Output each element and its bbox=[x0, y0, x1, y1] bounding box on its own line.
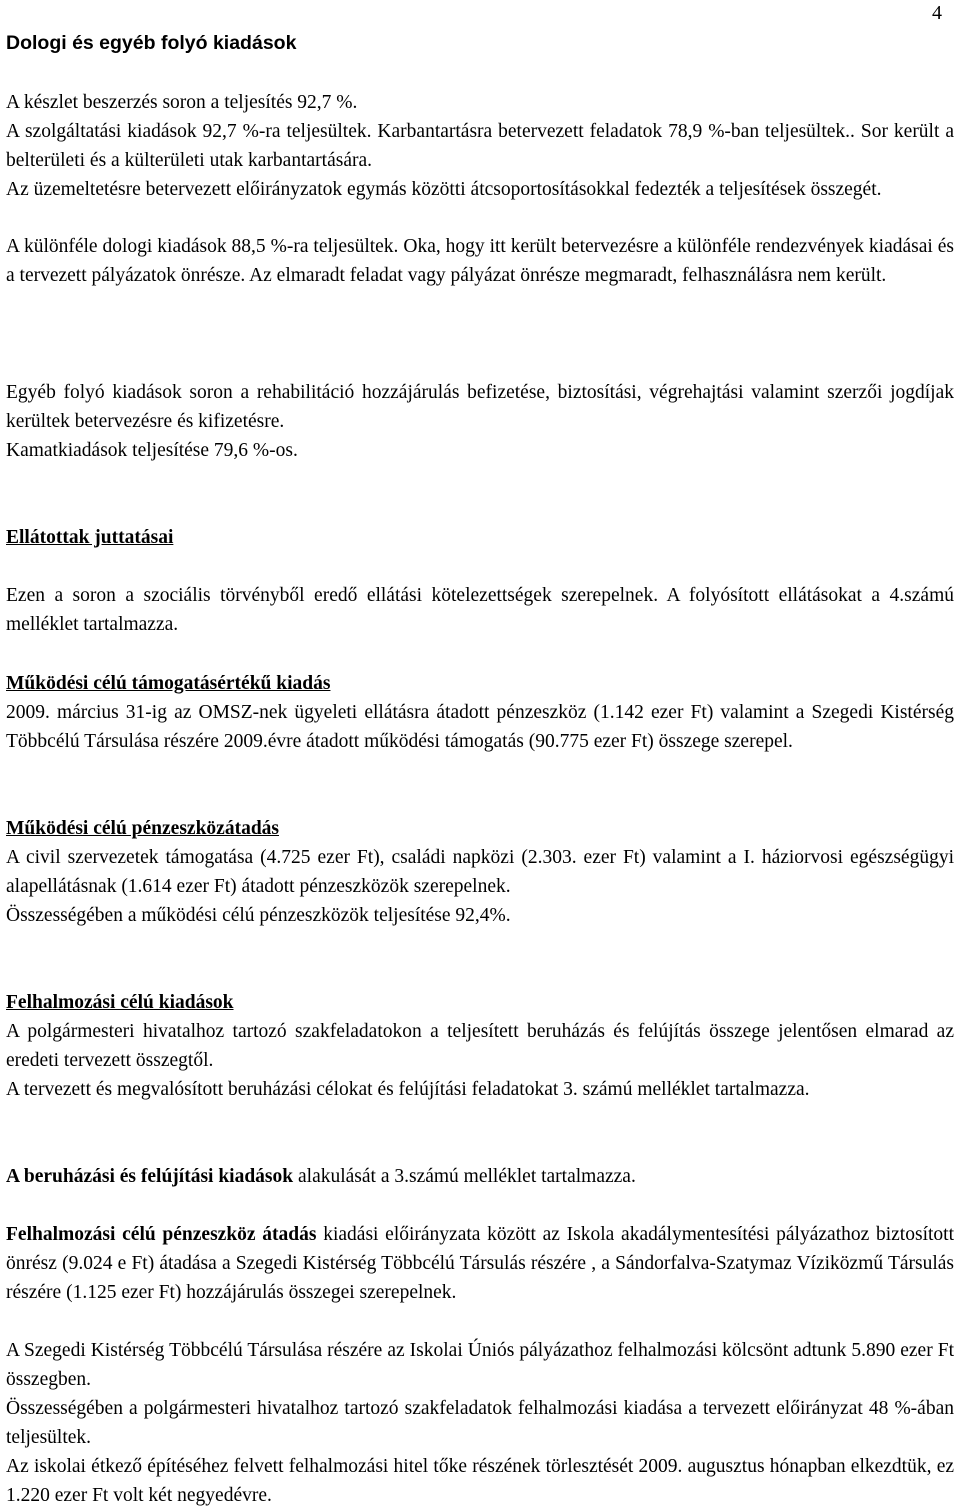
heading-felhalmozasi: Felhalmozási célú kiadások bbox=[6, 992, 234, 1013]
paragraph: Egyéb folyó kiadások soron a rehabilitáció hozzájárulás befizetése, biztosítási, végrehajtási valamint szerzői jogdíjak kerültek betervezésre és kifizetésre. bbox=[6, 382, 954, 432]
paragraph: Kamatkiadások teljesítése 79,6 %-os. bbox=[6, 440, 298, 461]
paragraph bbox=[6, 1162, 954, 1191]
paragraph: A különféle dologi kiadások 88,5 %-ra teljesültek. Oka, hogy itt került betervezésre a különféle rendezvények kiadásai és a tervezett pályázatok önrésze. Az elmaradt feladat vagy pályázat önrésze megmaradt, felhasználásra nem került. bbox=[6, 236, 954, 286]
heading-ellatottak: Ellátottak juttatásai bbox=[6, 527, 174, 548]
paragraph: Az üzemeltetésre betervezett előirányzatok egymás közötti átcsoportosításokkal fedezték a teljesítések összegét. bbox=[6, 179, 882, 200]
paragraph: Összességében a működési célú pénzeszközök teljesítése 92,4%. bbox=[6, 905, 511, 926]
paragraph: Az iskolai étkező építéséhez felvett felhalmozási hitel tőke részének törlesztését 2009. augusztus hónapban elkezdtük, ez 1.220 ezer Ft volt két negyedévre. bbox=[6, 1456, 954, 1506]
paragraph: A tervezett és megvalósított beruházási célokat és felújítási feladatokat 3. számú melléklet tartalmazza. bbox=[6, 1079, 810, 1100]
paragraph: 2009. március 31-ig az OMSZ-nek ügyeleti ellátásra átadott pénzeszköz (1.142 ezer Ft) valamint a Szegedi Kistérség Többcélú Társulása részére 2009.évre átadott működési támogatás (90.775 ezer Ft) összege szerepel. bbox=[6, 702, 954, 752]
paragraph: A készlet beszerzés soron a teljesítés 92,7 %. bbox=[6, 92, 358, 113]
heading-dologi: Dologi és egyéb folyó kiadások bbox=[6, 32, 297, 54]
bold-lead: A beruházási és felújítási kiadások bbox=[6, 1166, 294, 1187]
paragraph bbox=[6, 1220, 954, 1307]
paragraph: Összességében a polgármesteri hivatalhoz tartozó szakfeladatok felhalmozási kiadása a tervezett előirányzat 48 %-ában teljesültek. bbox=[6, 1398, 954, 1448]
heading-tamogatas: Működési célú támogatásértékű kiadás bbox=[6, 673, 331, 694]
paragraph: A polgármesteri hivatalhoz tartozó szakfeladatokon a teljesített beruházás és felújítás összege jelentősen elmarad az eredeti tervezett összegtől. bbox=[6, 1021, 954, 1071]
heading-penzeszkoz: Működési célú pénzeszközátadás bbox=[6, 818, 279, 839]
paragraph: A civil szervezetek támogatása (4.725 ezer Ft), családi napközi (2.303. ezer Ft) valamint a I. háziorvosi egészségügyi alapellátásnak (1.614 ezer Ft) átadott pénzeszközök szerepelnek. bbox=[6, 847, 954, 897]
paragraph: A szolgáltatási kiadások 92,7 %-ra teljesültek. Karbantartásra betervezett feladatok 78,9 %-ban teljesültek.. Sor került a belterületi és a külterületi utak karbantartására. bbox=[6, 121, 954, 171]
bold-lead: Felhalmozási célú pénzeszköz átadás bbox=[6, 1224, 317, 1245]
paragraph: A Szegedi Kistérség Többcélú Társulása részére az Iskolai Úniós pályázathoz felhalmozási kölcsönt adtunk 5.890 ezer Ft összegben. bbox=[6, 1340, 954, 1390]
paragraph-rest: alakulását a 3.számú melléklet tartalmazza. bbox=[293, 1166, 636, 1187]
paragraph-rest: kiadási előirányzata között az Iskola akadálymentesítési pályázathoz biztosított önrész (9.024 e Ft) átadása a Szegedi Kistérség Többcélú Társulás részére , a Sándorfalva-Szatymaz Víziközmű Társulás részére (1.125 ezer Ft) hozzájárulás összegei szerepelnek. bbox=[6, 1224, 954, 1303]
paragraph: Ezen a soron a szociális törvényből eredő ellátási kötelezettségek szerepelnek. A folyósított ellátásokat a 4.számú melléklet tartalmazza. bbox=[6, 585, 954, 635]
page-number: 4 bbox=[932, 2, 942, 24]
